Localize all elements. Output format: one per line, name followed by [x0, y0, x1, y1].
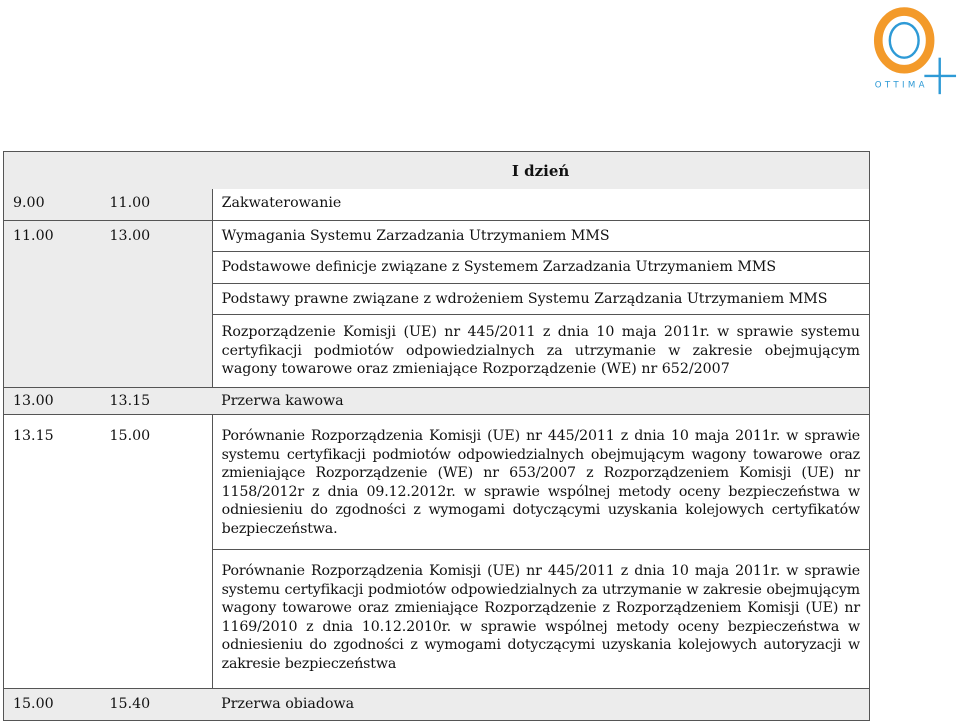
table-row [4, 220, 870, 252]
agenda-item: Podstawowe definicje związane z Systemem Zarzadzania Utrzymaniem MMS [212, 252, 869, 284]
start-time: 13.00 [4, 387, 101, 415]
agenda-item: Wymagania Systemu Zarzadzania Utrzymaniem MMS [212, 220, 869, 252]
table-row [4, 415, 870, 550]
table-row [4, 387, 870, 415]
end-time: 13.15 [101, 387, 213, 415]
day-title: I dzień [212, 152, 869, 190]
logo-wordmark: OTTIMA [874, 80, 928, 91]
end-time: 13.00 [101, 220, 213, 387]
table-row [4, 689, 870, 721]
agenda-item: Przerwa obiadowa [212, 689, 869, 721]
start-time: 13.15 [4, 415, 101, 689]
agenda-item: Porównanie Rozporządzenia Komisji (UE) nr 445/2011 z dnia 10 maja 2011r. w sprawie systemu certyfikacji podmiotów odpowiedzialnych obejmującym wagony towarowe oraz zmieniające Rozporządzenie (WE) nr 653/2007 z Rozporządzeniem Komisji (UE) nr 1158/2012r z dnia 09.12.2012r. w sprawie wspólnej metody oceny bezpieczeństwa w odniesieniu do zgodności z wymogami dotyczącymi uzyskania kolejowych certyfikatów bezpieczeństwa. [212, 415, 869, 550]
ottima-logo [860, 2, 958, 98]
end-time: 15.40 [101, 689, 213, 721]
agenda-item: Zakwaterowanie [212, 189, 869, 220]
start-time: 15.00 [4, 689, 101, 721]
agenda-item: Podstawy prawne związane z wdrożeniem Systemu Zarządzania Utrzymaniem MMS [212, 283, 869, 315]
end-time: 15.00 [109, 428, 151, 444]
day-header-row [4, 152, 870, 190]
start-time: 11.00 [4, 220, 101, 387]
table-row [4, 189, 870, 220]
agenda-item: Rozporządzenie Komisji (UE) nr 445/2011 z dnia 10 maja 2011r. w sprawie systemu certyfikacji podmiotów odpowiedzialnych za utrzymanie w zakresie obejmującym wagony towarowe oraz zmieniające Rozporządzenie (WE) nr 652/2007 [212, 315, 869, 388]
agenda-item: Porównanie Rozporządzenia Komisji (UE) nr 445/2011 z dnia 10 maja 2011r. w sprawie systemu certyfikacji podmiotów odpowiedzialnych za utrzymanie w zakresie obejmującym wagony towarowe oraz zmieniające Rozporządzenie z Rozporządzeniem Komisji (UE) nr 1169/2010 z dnia 10.12.2010r. w sprawie wspólnej metody oceny bezpieczeństwa w odniesieniu do zgodności z wymogami dotyczącymi uzyskania kolejowych autoryzacji w zakresie bezpieczeństwa [212, 550, 869, 689]
end-time: 11.00 [101, 189, 213, 220]
start-time: 9.00 [4, 189, 101, 220]
schedule-table [3, 151, 870, 721]
agenda-item: Przerwa kawowa [212, 387, 869, 415]
